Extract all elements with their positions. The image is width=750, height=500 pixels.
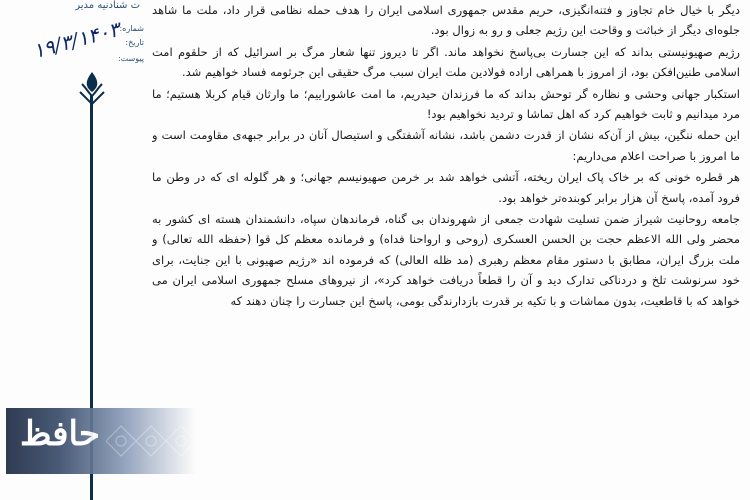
handwritten-date: ۱۹/۳/۱۴۰۳ bbox=[30, 16, 123, 64]
date-label: تاریخ: bbox=[125, 38, 144, 47]
paragraph: جامعه روحانیت شیراز ضمن تسلیت شهادت جمعی از شهروندان بی گناه، فرماندهان سپاه، دانشمندان هسته ای کشور به محضر ولی الله الاعظم حجت بن الحسن العسکری (روحی و ارواحنا فداه) و فرمانده معظم کل قوا (حفظه الله تعالی) و ملت بزرگ ایران، مطابق با دستور مقام معظم رهبری (مد ظله العالی) که فرموده اند «رژیم صهیونی با این جنایت، برای خود سرنوشت تلخ و دردناکی تدارک دید و آن را قطعاً دریافت خواهد کرد»، از نیروهای مسلح جمهوری اسلامی ایران می خواهد که با قاطعیت، بدون مماشات و با تکیه بر قدرت بازدارندگی بومی، پاسخ این جسارت را چنان دهند که bbox=[152, 212, 740, 308]
letter-body bbox=[152, 0, 740, 500]
news-logo-watermark bbox=[6, 408, 196, 474]
number-label: شماره: bbox=[119, 24, 144, 33]
paragraph: این حمله ننگین، بیش از آن‌که نشان از قدرت دشمن باشد، نشانه آشفتگی و استیصال آنان در برابر جبهه‌ی مقاومت است و ما امروز با صراحت اعلام می‌داریم: bbox=[152, 128, 740, 163]
org-name-fragment: ت شنادنیه مدیر bbox=[75, 0, 140, 11]
attachment-label: پیوست: bbox=[117, 54, 144, 63]
paragraph: دیگر با خیال خام تجاوز و فتنه‌انگیزی، حریم مقدس جمهوری اسلامی ایران را هدف حمله نظامی قرار داد، ملت ما شاهد جلوه‌ای دیگر از خباثت و وقاحت این رژیم جعلی و رو به زوال بود. bbox=[152, 3, 740, 38]
pattern-icon bbox=[106, 408, 196, 474]
logo-text: حافظ bbox=[20, 414, 100, 454]
paragraph: رژیم صهیونیستی بداند که این جسارت بی‌پاسخ نخواهد ماند. اگر تا دیروز تنها شعار مرگ بر اسرائیل که از حلقوم امت اسلامی طنین‌افکن بود، از امروز با همراهی اراده فولادین ملت ایران سبب مرگ حقیقی این جرثومه فساد خواهیم شد. bbox=[152, 44, 740, 80]
paragraph: استکبار جهانی وحشی و نظاره گر توحش بداند که ما فرزندان حیدریم، ما امت عاشوراییم؛ ما وارثان قیام کربلا هستیم؛ ما مرد میدانیم و ثابت خواهیم کرد که اهل تماشا و تردید نخواهیم بود! bbox=[152, 86, 740, 122]
paragraph: هر قطره خونی که بر خاک پاک ایران ریخته، آتشی خواهد شد بر خرمن صهیونیسم جهانی؛ و هر گلوله ای که در وطن ما فرود آمده، پاسخ آن هزار برابر کوبنده‌تر خواهد بود. bbox=[152, 170, 740, 205]
